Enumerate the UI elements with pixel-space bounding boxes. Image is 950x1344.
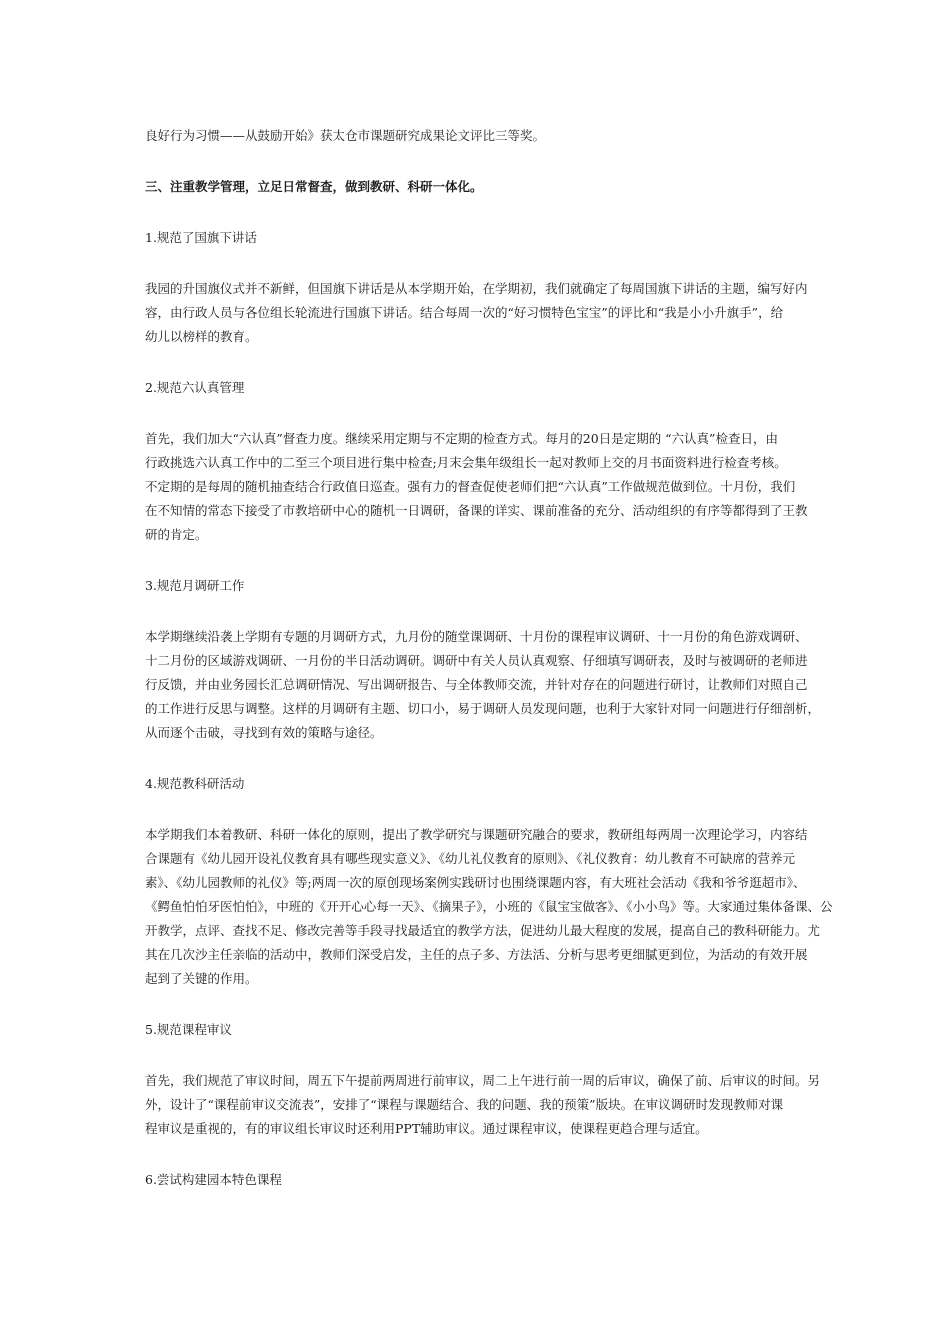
paragraph-line: 合课题有《幼儿园开设礼仪教育具有哪些现实意义》、《幼儿礼仪教育的原则》、《礼仪教育：幼儿教育不可缺席的营养元 [145, 851, 796, 866]
paragraph-line: 程审议是重视的，有的审议组长审议时还利用PPT辅助审议。通过课程审议，使课程更趋合理与适宜。 [145, 1121, 708, 1136]
paragraph-line: 本学期继续沿袭上学期有专题的月调研方式，九月份的随堂课调研、十月份的课程审议调研、十一月份的角色游戏调研、 [145, 629, 808, 644]
paragraph-line: 首先，我们规范了审议时间，周五下午提前两周进行前审议，周二上午进行前一周的后审议，确保了前、后审议的时间。另 [145, 1073, 821, 1088]
paragraph-line: 在不知情的常态下接受了市教培研中心的随机一日调研，备课的详实、课前准备的充分、活动组织的有序等都得到了王教 [145, 503, 808, 518]
paragraph-line: 幼儿以榜样的教育。 [145, 329, 258, 344]
paragraph-line: 容，由行政人员与各位组长轮流进行国旗下讲话。结合每周一次的“好习惯特色宝宝”的评比和“我是小小升旗手”，给 [145, 305, 784, 320]
paragraph-line: 十二月份的区域游戏调研、一月份的半日活动调研。调研中有关人员认真观察、仔细填写调研表，及时与被调研的老师进 [145, 653, 808, 668]
item-heading: 1.规范了国旗下讲话 [145, 230, 257, 245]
paragraph-line: 行反馈，并由业务园长汇总调研情况、写出调研报告、与全体教师交流，并针对存在的问题进行研讨，让教师们对照自己 [145, 677, 808, 692]
paragraph-line: 素》、《幼儿园教师的礼仪》等;两周一次的原创现场案例实践研讨也围绕课题内容，有大班社会活动《我和爷爷逛超市》、 [145, 875, 806, 890]
paragraph-line: 其在几次沙主任亲临的活动中，教师们深受启发，主任的点子多、方法活、分析与思考更细腻更到位，为活动的有效开展 [145, 947, 808, 962]
paragraph-line: 行政挑选六认真工作中的二至三个项目进行集中检查;月末会集年级组长一起对教师上交的月书面资料进行检查考核。 [145, 455, 787, 470]
intro-line: 良好行为习惯——从鼓励开始》获太仓市课题研究成果论文评比三等奖。 [145, 128, 546, 143]
paragraph-line: 不定期的是每周的随机抽查结合行政值日巡查。强有力的督查促使老师们把“六认真”工作做规范做到位。十月份，我们 [145, 479, 796, 494]
paragraph-line: 《鳄鱼怕怕牙医怕怕》，中班的《开开心心每一天》、《摘果子》，小班的《鼠宝宝做客》、《小小鸟》等。大家通过集体备课、公 [145, 899, 833, 914]
paragraph-line: 我园的升国旗仪式并不新鲜，但国旗下讲话是从本学期开始，在学期初，我们就确定了每周国旗下讲话的主题，编写好内 [145, 281, 808, 296]
paragraph-line: 首先，我们加大“六认真”督查力度。继续采用定期与不定期的检查方式。每月的20日是定期的 “六认真”检查日，由 [145, 431, 778, 446]
section-heading: 三、注重教学管理，立足日常督查，做到教研、科研一体化。 [145, 179, 483, 194]
item-heading: 2.规范六认真管理 [145, 380, 245, 395]
paragraph-line: 外，设计了“课程前审议交流表”，安排了“课程与课题结合、我的问题、我的预策”版块。在审议调研时发现教师对课 [145, 1097, 784, 1112]
paragraph-line: 开教学，点评、查找不足、修改完善等手段寻找最适宜的教学方法，促进幼儿最大程度的发展，提高自己的教科研能力。尤 [145, 923, 821, 938]
paragraph-line: 研的肯定。 [145, 527, 208, 542]
item-heading: 3.规范月调研工作 [145, 578, 245, 593]
item-heading: 6.尝试构建园本特色课程 [145, 1172, 282, 1187]
paragraph-line: 本学期我们本着教研、科研一体化的原则，提出了教学研究与课题研究融合的要求，教研组每两周一次理论学习，内容结 [145, 827, 808, 842]
item-heading: 4.规范教科研活动 [145, 776, 245, 791]
paragraph-line: 的工作进行反思与调整。这样的月调研有主题、切口小，易于调研人员发现问题，也利于大家针对同一问题进行仔细剖析， [145, 701, 821, 716]
paragraph-line: 起到了关键的作用。 [145, 971, 258, 986]
item-heading: 5.规范课程审议 [145, 1022, 232, 1037]
paragraph-line: 从而逐个击破，寻找到有效的策略与途径。 [145, 725, 383, 740]
